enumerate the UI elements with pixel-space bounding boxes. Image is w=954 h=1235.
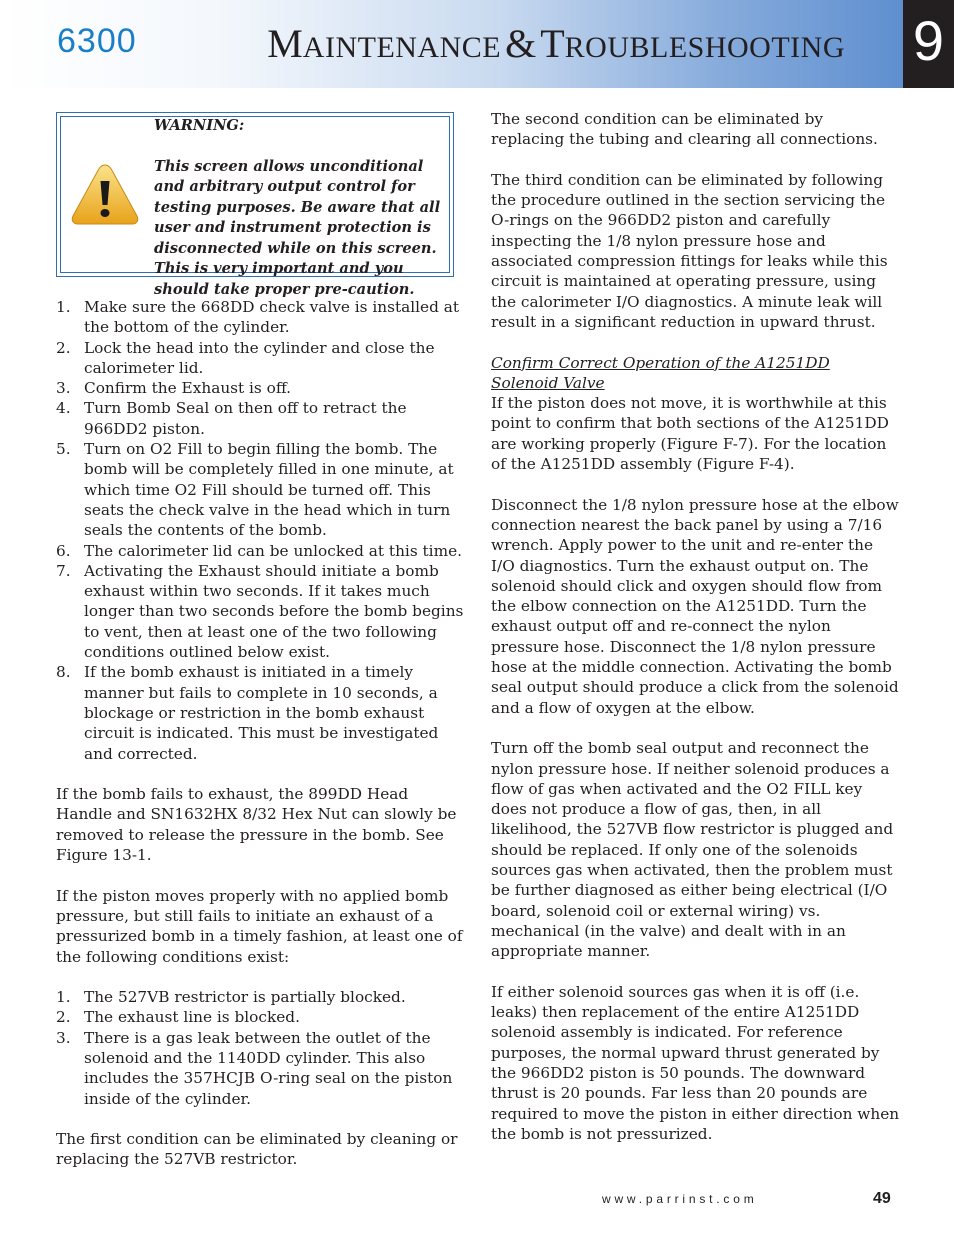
paragraph-piston-check: If the piston does not move, it is worthwhile at this point to confirm that both sections of the A1251DD are working properly (Figure F-7). For the location of the A1251DD assembly (Figure F-4). [491,394,889,474]
warning-box [56,112,454,298]
title-word-troubleshooting: ROUBLESHOOTING [564,31,845,64]
list-item: 2. Lock the head into the cylinder and close the calorimeter lid. [56,338,435,377]
warning-body: This screen allows unconditional and arbitrary output control for testing purposes. Be aware that all user and instrument protection is disconnected while on this screen. This is very important and you should take proper pre-caution. [154,157,441,298]
list-item: 4. Turn Bomb Seal on then off to retract the 966DD2 piston. [56,399,407,438]
paragraph-disconnect-hose: Disconnect the 1/8 nylon pressure hose at the elbow connection nearest the back panel by using a 7/16 wrench. Apply power to the unit and re-enter the I/O diagnostics. Turn the exhaust output on. The solenoid should click and oxygen should flow from the elbow connection on the A1251DD. Turn the exhaust output off and re-connect the nylon pressure hose. Disconnect the 1/8 nylon pressure hose at the middle connection. Activating the bomb seal output should produce a click from the solenoid and a flow of oxygen at the elbow. [491,495,899,717]
page-number: 49 [873,1190,891,1207]
warning-heading: WARNING: [154,117,245,134]
list-item: 6. The calorimeter lid can be unlocked at this time. [56,541,462,560]
chapter-title [267,20,845,67]
footer-website: www.parrinst.com [602,1192,758,1206]
paragraph-first-condition: The first condition can be eliminated by cleaning or replacing the 527VB restrictor. [56,1130,458,1169]
warning-triangle-icon [69,161,141,227]
list-item: 8. If the bomb exhaust is initiated in a timely manner but fails to complete in 10 seconds, a blockage or restriction in the bomb exhaust circuit is indicated. This must be investigated and corrected. [56,663,439,763]
title-initial-m: M [267,21,303,66]
procedure-steps-list [56,297,466,764]
list-item: 5. Turn on O2 Fill to begin filling the bomb. The bomb will be completely filled in one minute, at which time O2 Fill should be turned off. This seats the check valve in the head which in turn seals the contents of the bomb. [56,440,454,540]
list-item: 1. Make sure the 668DD check valve is installed at the bottom of the cylinder. [56,298,460,337]
section-subheading: Confirm Correct Operation of the A1251DD Solenoid Valve [491,353,830,392]
list-item: 7. Activating the Exhaust should initiate a bomb exhaust within two seconds. If it takes much longer than two seconds before the bomb begins to vent, then at least one of the two following conditions outlined below exist. [56,561,464,662]
paragraph-third-condition: The third condition can be eliminated by following the procedure outlined in the section servicing the O-rings on the 966DD2 piston and carefully inspecting the 1/8 nylon pressure hose and associated compression fittings for leaks while this circuit is maintained at operating pressure, using the calorimeter I/O diagnostics. A minute leak will result in a significant reduction in upward thrust. [491,170,888,331]
list-item: 2. The exhaust line is blocked. [56,1008,300,1027]
warning-text [154,116,454,300]
left-column [56,112,466,1170]
right-column [491,109,901,1144]
paragraph-second-condition: The second condition can be eliminated by replacing the tubing and clearing all connections. [491,110,878,149]
list-item: 3. There is a gas leak between the outlet of the solenoid and the 1140DD cylinder. This also includes the 357HCJB O-ring seal on the piston inside of the cylinder. [56,1028,453,1108]
chapter-tab [903,0,954,88]
title-ampersand: & [505,21,537,66]
paragraph-conditions-intro: If the piston moves properly with no applied bomb pressure, but still fails to initiate an exhaust of a pressurized bomb in a timely fashion, at least one of the following conditions exist: [56,886,463,966]
paragraph-head-handle: If the bomb fails to exhaust, the 899DD Head Handle and SN1632HX 8/32 Hex Nut can slowly be removed to release the pressure in the bomb. See Figure 13-1. [56,785,457,865]
paragraph-bomb-seal-off: Turn off the bomb seal output and reconnect the nylon pressure hose. If neither solenoid produces a flow of gas when activated and the O2 FILL key does not produce a flow of gas, then, in all likelihood, the 527VB flow restrictor is plugged and should be replaced. If only one of the solenoids sources gas when activated, then the problem must be further diagnosed as either being electrical (I/O board, solenoid coil or external wiring) vs. mechanical (in the valve) and dealt with in an appropriate manner. [491,739,894,961]
list-item: 3. Confirm the Exhaust is off. [56,379,292,398]
chapter-number: 9 [912,9,945,72]
title-initial-t: T [540,21,565,66]
header-banner [0,0,903,88]
model-number: 6300 [57,22,137,60]
paragraph-solenoid-leak: If either solenoid sources gas when it is off (i.e. leaks) then replacement of the entire A1251DD solenoid assembly is indicated. For reference purposes, the normal upward thrust generated by the 966DD2 piston is 50 pounds. The downward thrust is 20 pounds. Far less than 20 pounds are required to move the piston in either direction when the bomb is not pressurized. [491,982,900,1143]
list-item: 1. The 527VB restrictor is partially blocked. [56,988,406,1007]
conditions-list [56,987,466,1109]
title-word-maintenance: AINTENANCE [302,31,502,64]
